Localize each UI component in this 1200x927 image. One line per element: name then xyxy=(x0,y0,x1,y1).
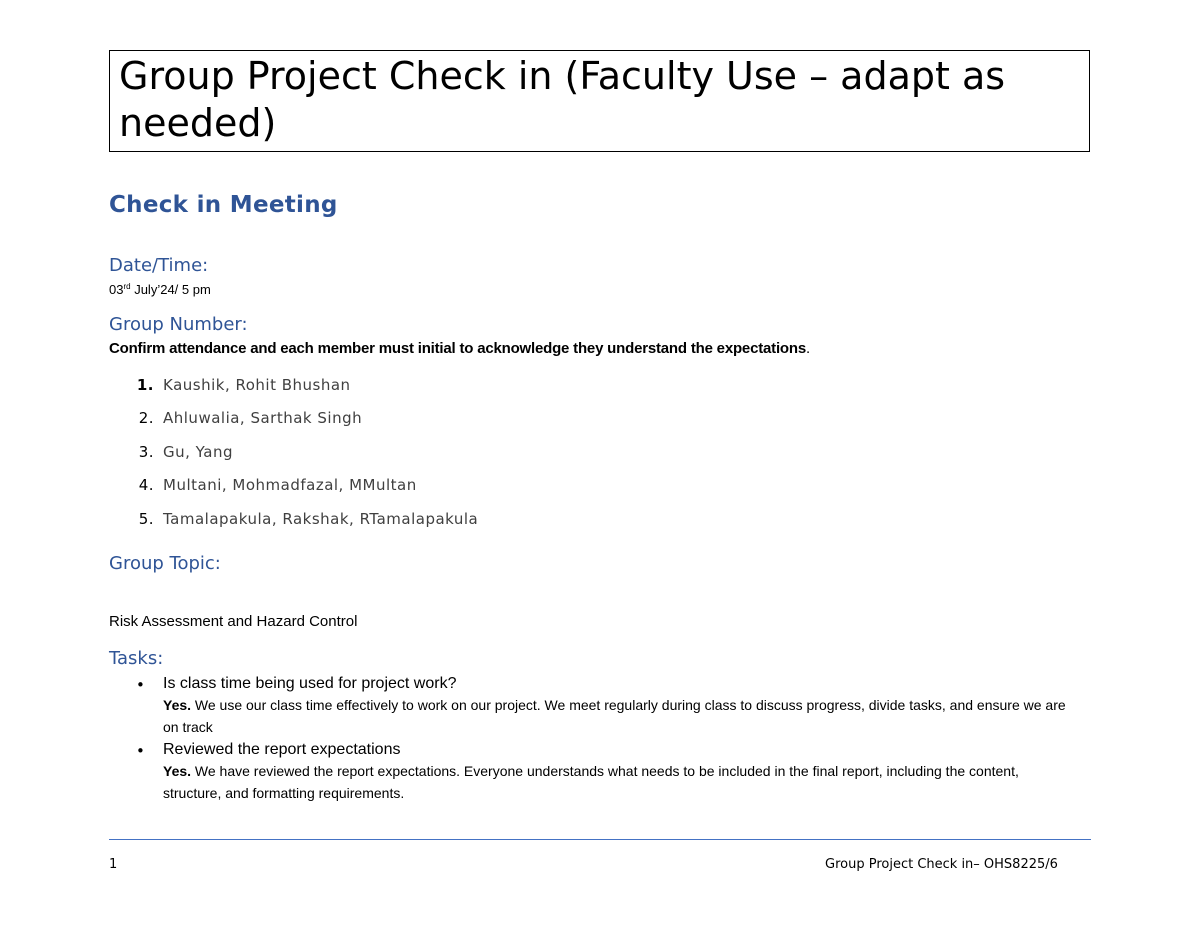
task-item xyxy=(109,740,1069,804)
member-name: Kaushik, Rohit Bhushan xyxy=(163,376,351,394)
date-time-label: Date/Time: xyxy=(109,255,209,276)
date-suffix: rd xyxy=(123,282,131,291)
date-rest: July’24/ 5 pm xyxy=(130,282,211,297)
tasks-label: Tasks: xyxy=(109,648,164,669)
attendance-instruction-text: Confirm attendance and each member must initial to acknowledge they understand the expectations xyxy=(109,340,806,357)
meeting-heading: Check in Meeting xyxy=(109,192,338,218)
member-number: 3. xyxy=(138,442,154,461)
title-box xyxy=(109,50,1090,152)
task-answer xyxy=(163,694,1069,738)
task-item xyxy=(109,674,1069,738)
date-time-value xyxy=(109,282,211,297)
footer-rule xyxy=(109,839,1091,840)
group-topic-value: Risk Assessment and Hazard Control xyxy=(109,613,358,630)
group-number-label: Group Number: xyxy=(109,314,248,335)
member-name: Ahluwalia, Sarthak Singh xyxy=(163,409,363,428)
date-day: 03 xyxy=(109,282,124,297)
member-number: 2. xyxy=(138,409,154,428)
page-title: Group Project Check in (Faculty Use – adapt as needed) xyxy=(119,54,1006,145)
answer-lead: Yes. xyxy=(163,697,192,713)
page-number: 1 xyxy=(109,857,118,872)
bullet-icon: • xyxy=(136,742,145,760)
answer-text: We have reviewed the report expectations. Everyone understands what needs to be included in the final report, including the content, structure, and formatting requirements. xyxy=(163,763,1019,801)
bullet-icon: • xyxy=(136,676,145,694)
group-topic-label: Group Topic: xyxy=(109,553,221,574)
member-number: 1. xyxy=(136,376,154,394)
member-number: 4. xyxy=(138,476,154,495)
task-list xyxy=(109,674,1069,806)
task-question: Reviewed the report expectations xyxy=(163,741,401,758)
member-name: Gu, Yang xyxy=(163,442,233,461)
member-name: Multani, Mohmadfazal, MMultan xyxy=(163,476,417,495)
footer-title: Group Project Check in– OHS8225/6 xyxy=(825,857,1058,872)
attendance-instruction-end: . xyxy=(806,340,810,357)
answer-lead: Yes. xyxy=(163,763,192,779)
task-question: Is class time being used for project work? xyxy=(163,675,457,692)
member-name: Tamalapakula, Rakshak, RTamalapakula xyxy=(163,509,479,528)
answer-text: We use our class time effectively to work on our project. We meet regularly during class to discuss progress, divide tasks, and ensure we are on track xyxy=(163,697,1066,735)
member-number: 5. xyxy=(138,509,154,528)
attendance-instruction xyxy=(109,340,810,357)
task-answer xyxy=(163,760,1069,804)
